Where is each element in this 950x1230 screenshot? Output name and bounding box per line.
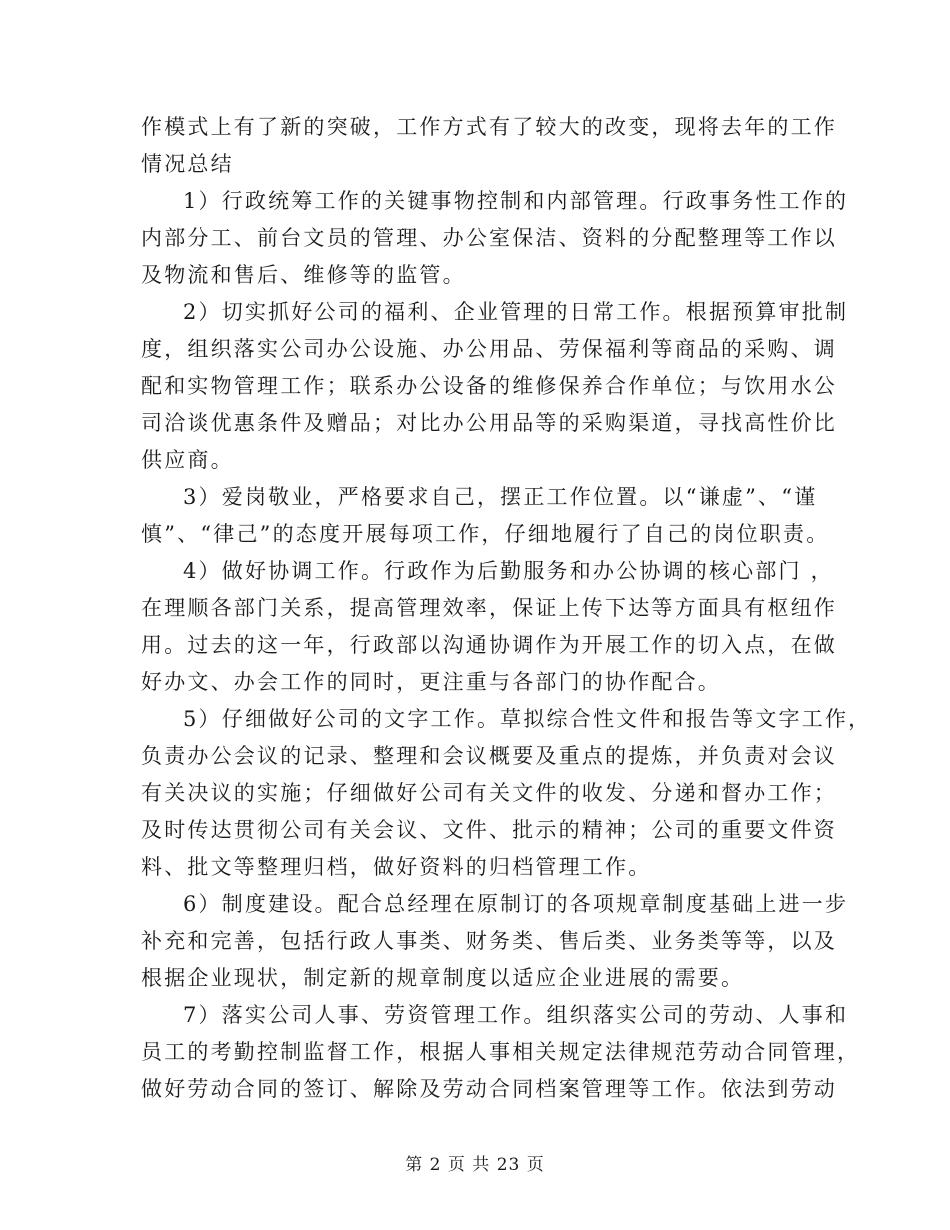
paragraph-line: 2）切实抓好公司的福利、企业管理的日常工作。根据预算审批制	[183, 300, 849, 324]
paragraph-line: 好办文、办会工作的同时，更注重与各部门的协作配合。	[141, 670, 721, 694]
paragraph-line: 员工的考勤控制监督工作，根据人事相关规定法律规范劳动合同管理，	[141, 1040, 861, 1064]
paragraph-line: 内部分工、前台文员的管理、办公室保洁、资料的分配整理等工作以	[141, 226, 837, 250]
paragraph-line: 1）行政统筹工作的关键事物控制和内部管理。行政事务性工作的	[183, 189, 849, 213]
paragraph-line: 根据企业现状，制定新的规章制度以适应企业进展的需要。	[141, 966, 745, 990]
paragraph-line: 及物流和售后、维修等的监管。	[141, 263, 466, 287]
paragraph-line: 负责办公会议的记录、整理和会议概要及重点的提炼，并负责对会议	[141, 744, 837, 768]
paragraph-line: 有关决议的实施；仔细做好公司有关文件的收发、分递和督办工作；	[141, 781, 837, 805]
paragraph-line: 及时传达贯彻公司有关会议、文件、批示的精神；公司的重要文件资	[141, 818, 837, 842]
paragraph-line: 6）制度建设。配合总经理在原制订的各项规章制度基础上进一步	[183, 892, 849, 916]
paragraph-line: 度，组织落实公司办公设施、办公用品、劳保福利等商品的采购、调	[141, 337, 837, 361]
paragraph-line: 在理顺各部门关系，提高管理效率，保证上传下达等方面具有枢纽作	[141, 596, 837, 620]
paragraph-line: 配和实物管理工作；联系办公设备的维修保养合作单位；与饮用水公	[141, 374, 837, 398]
paragraph-line: 3）爱岗敬业，严格要求自己，摆正工作位置。以“谦虚”、“谨	[183, 485, 818, 509]
paragraph-line: 作模式上有了新的突破，工作方式有了较大的改变，现将去年的工作	[141, 115, 837, 139]
paragraph-line: 7）落实公司人事、劳资管理工作。组织落实公司的劳动、人事和	[183, 1003, 849, 1027]
page-number-footer: 第 2 页 共 23 页	[405, 1155, 545, 1175]
paragraph-line: 情况总结	[141, 152, 234, 176]
paragraph-line: 慎”、“律己”的态度开展每项工作，仔细地履行了自己的岗位职责。	[141, 522, 830, 546]
paragraph-line: 4）做好协调工作。行政作为后勤服务和办公协调的核心部门 ，	[183, 559, 834, 583]
paragraph-line: 供应商。	[141, 448, 234, 472]
paragraph-line: 5）仔细做好公司的文字工作。草拟综合性文件和报告等文字工作，	[183, 707, 872, 731]
paragraph-line: 料、批文等整理归档，做好资料的归档管理工作。	[141, 855, 652, 879]
paragraph-line: 做好劳动合同的签订、解除及劳动合同档案管理等工作。依法到劳动	[141, 1077, 837, 1101]
paragraph-line: 补充和完善，包括行政人事类、财务类、售后类、业务类等等，以及	[141, 929, 837, 953]
paragraph-line: 司洽谈优惠条件及赠品；对比办公用品等的采购渠道，寻找高性价比	[141, 411, 837, 435]
paragraph-line: 用。过去的这一年，行政部以沟通协调作为开展工作的切入点，在做	[141, 633, 837, 657]
